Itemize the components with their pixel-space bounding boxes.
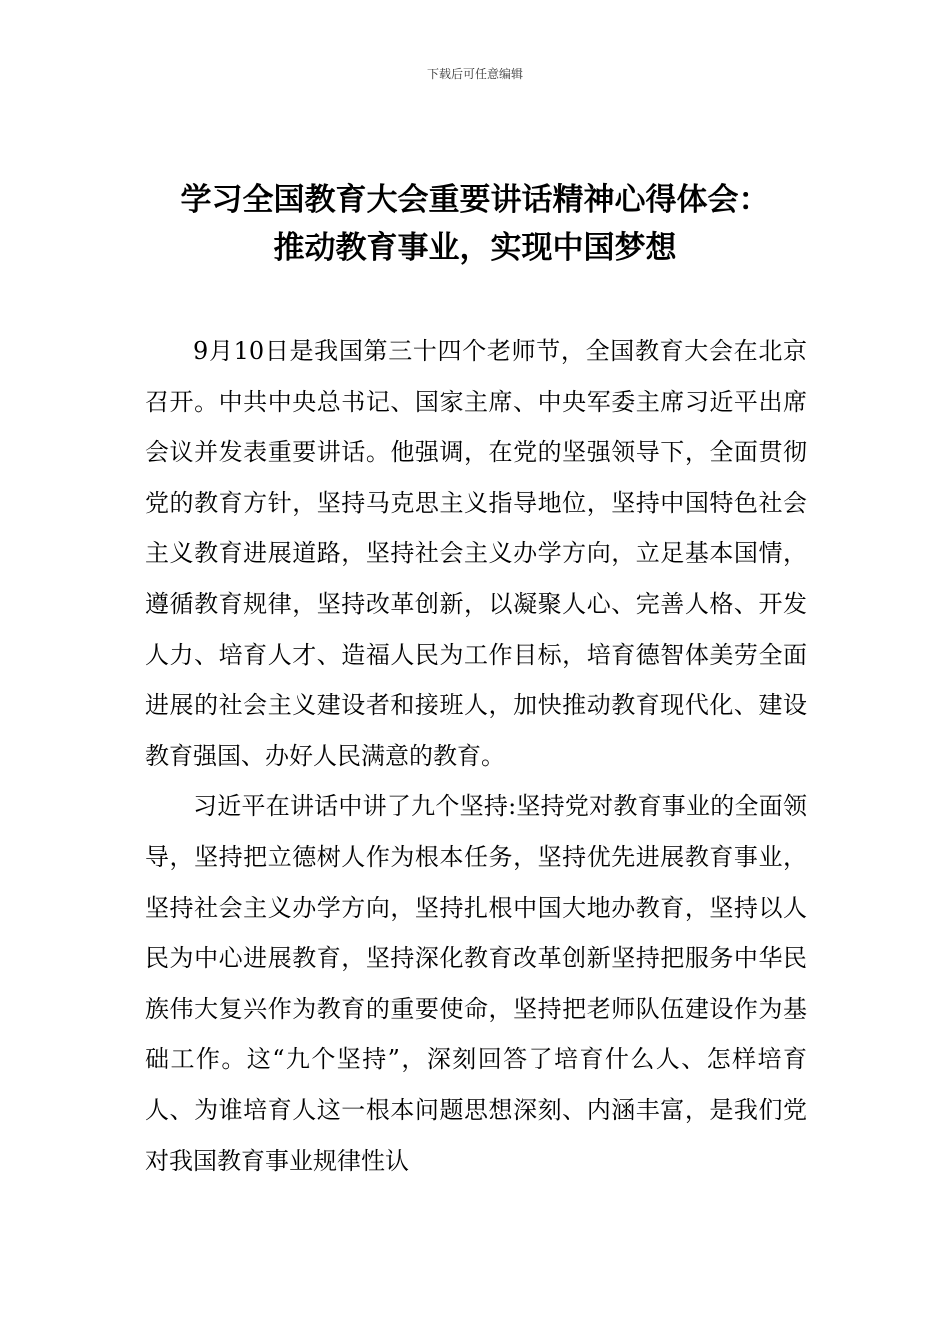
title-line-1: 学习全国教育大会重要讲话精神心得体会： bbox=[180, 182, 770, 218]
body-paragraph-2: 习近平在讲话中讲了九个坚持:坚持党对教育事业的全面领导，坚持把立德树人作为根本任务，坚持优先进展教育事业，坚持社会主义办学方向，坚持扎根中国大地办教育，坚持以人民为中心进展教育，坚持深化教育改革创新坚持把服务中华民族伟大复兴作为教育的重要使命，坚持把老师队伍建设作为基础工作。这“九个坚持”，深刻回答了培育什么人、怎样培育人、为谁培育人这一根本问题思想深刻、内涵丰富，是我们党对我国教育事业规律性认 bbox=[145, 792, 807, 1175]
document-body bbox=[145, 326, 807, 1186]
body-paragraph-1: 9月10日是我国第三十四个老师节，全国教育大会在北京召开。中共中央总书记、国家主席、中央军委主席习近平出席会议并发表重要讲话。他强调，在党的坚强领导下，全面贯彻党的教育方针，坚持马克思主义指导地位，坚持中国特色社会主义教育进展道路，坚持社会主义办学方向，立足基本国情，遵循教育规律，坚持改革创新，以凝聚人心、完善人格、开发人力、培育人才、造福人民为工作目标，培育德智体美劳全面进展的社会主义建设者和接班人，加快推动教育现代化、建设教育强国、办好人民满意的教育。 bbox=[145, 337, 807, 770]
document-title bbox=[120, 176, 830, 272]
header-note: 下载后可任意编辑 bbox=[426, 67, 523, 81]
title-line-2: 推动教育事业，实现中国梦想 bbox=[273, 230, 677, 266]
